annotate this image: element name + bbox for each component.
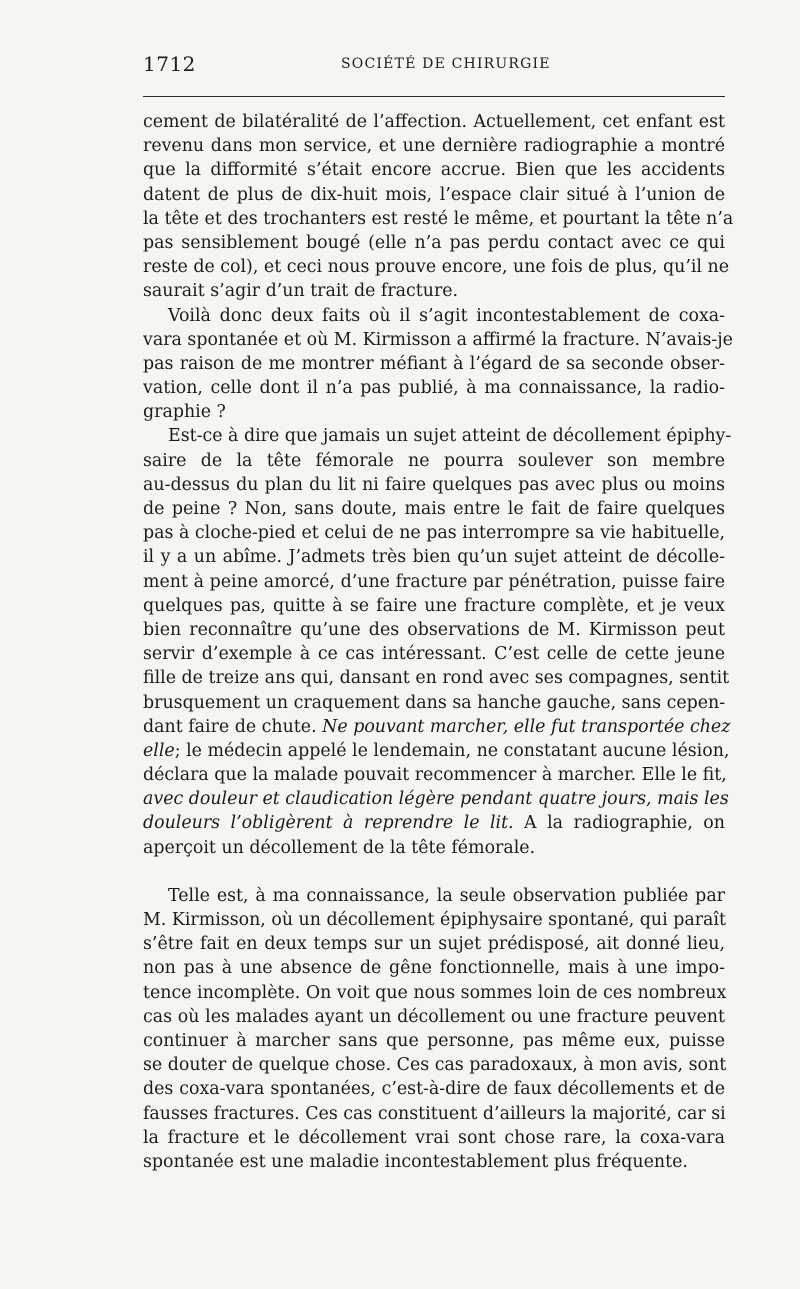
text-run: servir d’exemple à ce cas intéressant. C’est celle de cette jeune xyxy=(143,644,725,665)
text-run: pas raison de me montrer méfiant à l’égard de sa seconde obser- xyxy=(143,353,725,374)
text-run: fille de treize ans qui, dansant en rond avec ses compagnes, sentit xyxy=(143,668,730,689)
text-line xyxy=(143,110,725,134)
text-run: revenu dans mon service, et une dernière radiographie a montré xyxy=(143,136,725,157)
header-rule xyxy=(143,96,725,97)
text-run: ment à peine amorcé, d’une fracture par pénétration, puisse faire xyxy=(143,571,725,592)
paragraph-gap xyxy=(143,860,725,884)
text-line xyxy=(143,594,725,618)
text-line xyxy=(143,1150,725,1174)
text-line xyxy=(143,134,725,158)
text-line xyxy=(143,255,729,279)
text-run: graphie ? xyxy=(143,402,226,423)
text-run: s’être fait en deux temps sur un sujet prédisposé, ait donné lieu, xyxy=(143,934,725,955)
italic-text: Ne pouvant marcher, elle fut transportée chez xyxy=(322,716,731,737)
text-line xyxy=(143,739,730,763)
italic-text: avec douleur et claudication légère pendant quatre jours, mais les xyxy=(143,789,729,810)
text-line xyxy=(143,811,725,835)
text-run: la fracture et le décollement vrai sont chose rare, la coxa-vara xyxy=(143,1127,725,1148)
text-line xyxy=(143,763,725,787)
text-run: pas sensiblement bougé (elle n’a pas perdu contact avec ce qui xyxy=(143,232,725,253)
text-run: saurait s’agir d’un trait de fracture. xyxy=(143,281,459,302)
text-run: brusquement un craquement dans sa hanche gauche, sans cepen- xyxy=(143,692,726,713)
text-line xyxy=(143,545,725,569)
text-run: reste de col), et ceci nous prouve encore, une fois de plus, qu’il ne xyxy=(143,257,729,278)
text-line xyxy=(143,158,725,182)
text-line xyxy=(143,1077,725,1101)
text-run: non pas à une absence de gêne fonctionnelle, mais à une impo- xyxy=(143,958,725,979)
paragraph xyxy=(143,110,734,304)
text-run: fausses fractures. Ces cas constituent d’ailleurs la majorité, car si xyxy=(143,1103,726,1124)
text-run: Voilà donc deux faits où il s’agit incontestablement de coxa- xyxy=(168,305,725,326)
text-run: datent de plus de dix-huit mois, l’espace clair situé à l’union de xyxy=(143,184,725,205)
text-run: vara spontanée et où M. Kirmisson a affirmé la fracture. N’avais-je xyxy=(143,329,733,350)
text-run: cas où les malades ayant un décollement ou une fracture peuvent xyxy=(143,1006,725,1027)
text-run: dant faire de chute. xyxy=(143,716,323,737)
text-run: la tête et des trochanters est resté le même, et pourtant la tête n’a xyxy=(143,208,734,229)
text-run: saire de la tête fémorale ne pourra soulever son membre xyxy=(143,450,725,471)
text-line xyxy=(143,1053,725,1077)
text-run: déclara que la malade pouvait recommencer à marcher. Elle le fit, xyxy=(143,765,727,786)
text-run: continuer à marcher sans que personne, pas même eux, puisse xyxy=(143,1030,725,1051)
text-run: cement de bilatéralité de l’affection. Actuellement, cet enfant est xyxy=(143,112,725,132)
text-line xyxy=(143,521,725,545)
italic-text: douleurs l’obligèrent à reprendre le lit. xyxy=(143,813,514,834)
paragraph xyxy=(143,424,732,859)
text-line xyxy=(143,497,725,521)
text-line xyxy=(143,449,725,473)
text-line xyxy=(143,1102,725,1126)
text-run: il y a un abîme. J’admets très bien qu’un sujet atteint de décolle- xyxy=(143,547,725,568)
text-run: ; le médecin appelé le lendemain, ne constatant aucune lésion, xyxy=(174,740,730,761)
text-run: des coxa-vara spontanées, c’est-à-dire de faux décollements et de xyxy=(143,1079,725,1100)
text-line xyxy=(143,787,729,811)
text-line xyxy=(143,183,725,207)
text-line xyxy=(143,715,731,739)
text-line xyxy=(143,1029,725,1053)
text-line xyxy=(143,400,725,424)
running-title: SOCIÉTÉ DE CHIRURGIE xyxy=(341,56,551,72)
body-text xyxy=(143,110,734,1174)
text-line xyxy=(143,666,730,690)
text-run: de peine ? Non, sans doute, mais entre le fait de faire quelques xyxy=(143,499,725,519)
text-line xyxy=(143,424,732,448)
text-line xyxy=(143,328,733,352)
text-line xyxy=(143,279,725,303)
text-line xyxy=(143,231,725,255)
text-line xyxy=(143,304,725,328)
text-line xyxy=(143,570,725,594)
text-line xyxy=(143,1005,725,1029)
text-line xyxy=(143,932,725,956)
text-run: se douter de quelque chose. Ces cas paradoxaux, à mon avis, sont xyxy=(143,1055,727,1076)
text-line xyxy=(143,207,734,231)
paragraph xyxy=(143,884,725,1174)
page-number: 1712 xyxy=(143,52,196,76)
text-line xyxy=(143,981,725,1005)
italic-text: elle xyxy=(143,740,175,761)
text-line xyxy=(143,691,725,715)
text-line xyxy=(143,956,725,980)
text-line xyxy=(143,908,725,932)
text-line xyxy=(143,1126,725,1150)
text-run: Telle est, à ma connaissance, la seule observation publiée par xyxy=(168,885,725,906)
text-line xyxy=(143,376,725,400)
text-line xyxy=(143,884,725,908)
text-line xyxy=(143,618,725,642)
text-run: tence incomplète. On voit que nous sommes loin de ces nombreux xyxy=(143,982,727,1003)
text-line xyxy=(143,473,725,497)
text-run: aperçoit un décollement de la tête fémorale. xyxy=(143,837,536,858)
text-run: spontanée est une maladie incontestablement plus fréquente. xyxy=(143,1151,688,1172)
text-run: bien reconnaître qu’une des observations de M. Kirmisson peut xyxy=(143,619,725,640)
text-run: pas à cloche-pied et celui de ne pas interrompre sa vie habituelle, xyxy=(143,523,725,544)
text-line xyxy=(143,352,725,376)
text-line xyxy=(143,836,725,860)
text-line xyxy=(143,642,725,666)
paragraph xyxy=(143,304,733,425)
text-run: au-dessus du plan du lit ni faire quelques pas avec plus ou moins xyxy=(143,474,725,495)
text-run: que la difformité s’était encore accrue. Bien que les accidents xyxy=(143,160,725,181)
page-header xyxy=(143,52,725,82)
text-run: M. Kirmisson, où un décollement épiphysaire spontané, qui paraît xyxy=(143,910,726,930)
text-run: Est-ce à dire que jamais un sujet atteint de décollement épiphy- xyxy=(168,426,732,447)
text-run: vation, celle dont il n’a pas publié, à ma connaissance, la radio- xyxy=(143,378,725,399)
text-run: quelques pas, quitte à se faire une fracture complète, et je veux xyxy=(143,595,725,616)
text-run: A la radiographie, on xyxy=(513,813,725,834)
